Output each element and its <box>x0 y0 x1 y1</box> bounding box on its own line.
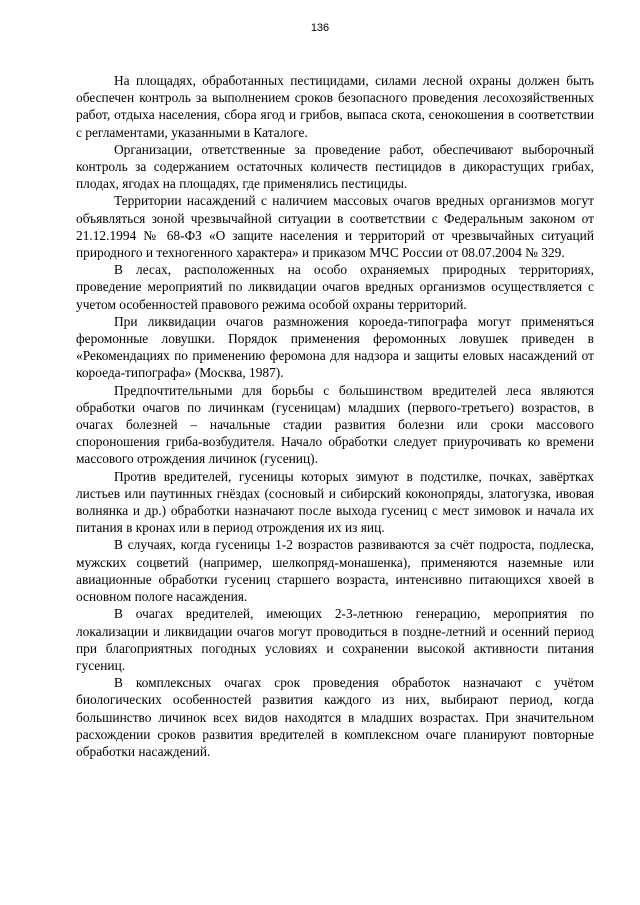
page-number: 136 <box>310 22 330 34</box>
paragraph-residue-monitoring: Организации, ответственные за проведение работ, обеспечивают выборочный контроль за содержанием остаточных количеств пестицидов в дикорастущих грибах, плодах, ягодах на площадях, где применялись пестициды. <box>76 141 594 192</box>
paragraph-pheromone-traps: При ликвидации очагов размножения короеда-типографа могут применяться феромонные ловушки. Порядок применения феромонных ловушек приведен в «Рекомендациях по применению феромона для надзора и защиты еловых насаждений от короеда-типографа» (Москва, 1987). <box>76 313 594 381</box>
paragraph-complex-foci: В комплексных очагах срок проведения обработок назначают с учётом биологических особенностей развития каждого из них, выбирают период, когда большинство личинок всех видов находятся в младших возрастах. При значительном расхождении сроков развития вредителей в комплексном очаге планируют повторные обработки насаждений. <box>76 675 594 759</box>
paragraph-multiyear-generation: В очагах вредителей, имеющих 2-3-летнюю генерацию, мероприятия по локализации и ликвидации очагов могут проводиться в поздне-летний и осенний период при благоприятных погодных условиях и сохранении высокой активности питания гусениц. <box>76 606 594 673</box>
paragraph-pesticide-control: На площадях, обработанных пестицидами, силами лесной охраны должен быть обеспечен контроль за выполнением сроков безопасного проведения лесохозяйственных работ, отдыха населения, сбора ягод и грибов, выпаса скота, сенокошения в соответствии с регламентами, указанными в Каталоге. <box>76 73 594 140</box>
paragraph-preferred-treatments: Предпочтительными для борьбы с большинством вредителей леса являются обработки очагов по личинкам (гусеницам) младших (первого-третьего) возрастов, в очагах болезней – начальные стадии развития болезни или сроки массового спороношения гриба-возбудителя. Начало обработки следует приурочивать ко времени массового отрождения личинок (гусениц). <box>76 382 594 467</box>
paragraph-protected-areas: В лесах, расположенных на особо охраняемых природных территориях, проведение мероприятий по ликвидации очагов вредных организмов осуществляется с учетом особенностей правового режима особой охраны территорий. <box>76 262 594 312</box>
paragraph-undergrowth-caterpillars: В случаях, когда гусеницы 1-2 возрастов развиваются за счёт подроста, подлеска, мужских соцветий (например, шелкопряд-монашенка), применяются наземные или авиационные обработки гусениц старшего возраста, интенсивно питающихся хвоей в основном пологе насаждения. <box>76 537 594 605</box>
paragraph-overwintering-pests: Против вредителей, гусеницы которых зимуют в подстилке, почках, завёртках листьев или паутинных гнёздах (сосновый и сибирский коконопряды, златогузка, ивовая волнянка и др.) обработки назначают после выхода гусениц с мест зимовок и начала их питания в кронах или в период отрождения их из яиц. <box>76 468 594 536</box>
body-text <box>76 72 594 760</box>
paragraph-emergency-zone: Территории насаждений с наличием массовых очагов вредных организмов могут объявляться зоной чрезвычайной ситуации в соответствии с Федеральным законом от 21.12.1994 № 68-ФЗ «О защите населения и территорий от чрезвычайных ситуаций природного и техногенного характера» и приказом МЧС России от 08.07.2004 № 329. <box>76 193 594 261</box>
